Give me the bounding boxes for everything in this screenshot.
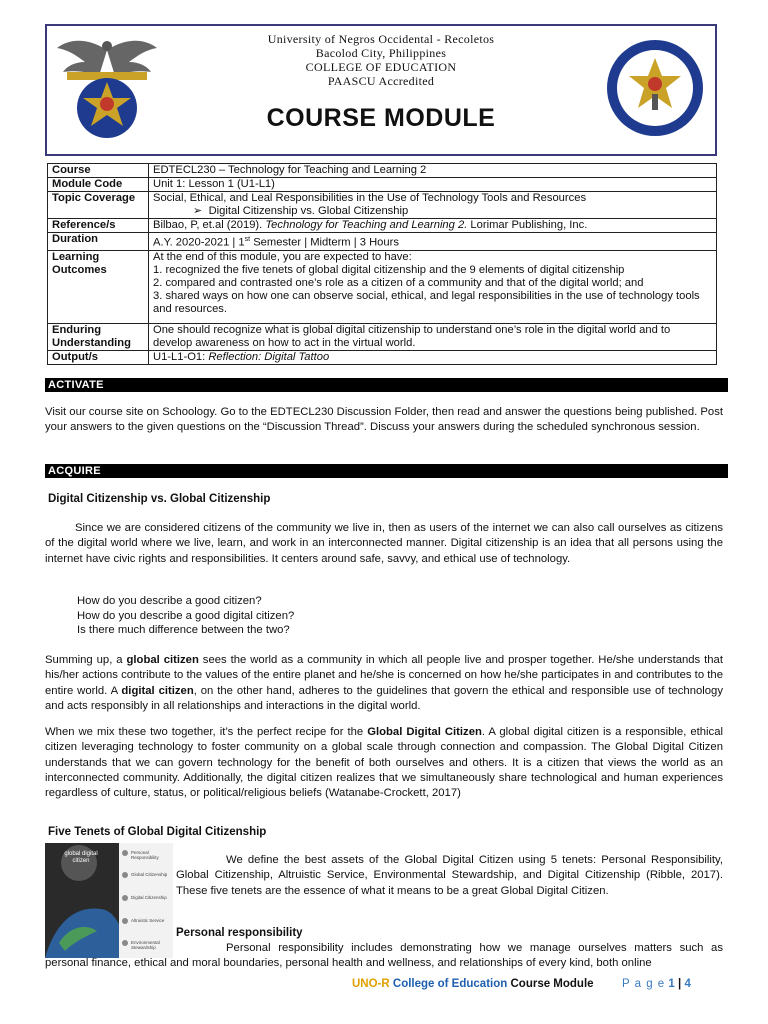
infographic-label: Global Citizenship: [131, 872, 168, 877]
table-row: [48, 250, 717, 323]
table-row: [48, 192, 717, 219]
university-location: Bacolod City, Philippines: [315, 46, 447, 60]
reference-authors: Bilbao, P, et.al (2019).: [153, 219, 266, 231]
row-value: EDTECL230 – Technology for Teaching and Learning 2: [149, 164, 717, 178]
outcome-line: 2. compared and contrasted one’s role as a citizen of a community and that of the digital world; and: [153, 276, 644, 289]
page-footer: [352, 978, 722, 990]
text-run: . A global digital citizen is a responsible, ethical citizen leveraging technology to foster community on a global scale through connection and compassion. The Global Digital Citizen understands that we can govern technology for the benefit of both ourselves and others. It is a citizen that views the world as an interconnected community. Additionally, the digital citizen realizes that we simultaneously share technological and human experiences regardless of culture, status, or political/religious beliefs (Watanabe-Crockett, 2017): [45, 726, 723, 800]
infographic-label: Altruistic Service: [131, 918, 165, 923]
university-name: University of Negros Occidental - Recoletos: [267, 32, 495, 46]
duration-year: A.Y. 2020-2021 | 1: [153, 236, 245, 249]
accreditation: PAASCU Accredited: [327, 74, 435, 88]
row-value: [149, 250, 717, 323]
paragraph-five-tenets: We define the best assets of the Global Digital Citizen using 5 tenets: Personal Responsibility, Global Citizenship, Altruistic Service, Environmental Stewardship, and Digital Citizenship (Ribble, 2017). These five tenets are the essence of what it means to be a great Global Digital Citizen.: [176, 854, 723, 897]
module-header: [45, 24, 717, 156]
row-value: [149, 219, 717, 233]
activate-section-bar: ACTIVATE: [45, 378, 728, 392]
course-info-table: [47, 163, 717, 365]
question-list: [77, 594, 294, 638]
row-value: Unit 1: Lesson 1 (U1-L1): [149, 178, 717, 192]
text-run: , on the other hand, adheres to the guidelines that govern the ethical and responsible use of technology and acts responsibly in all relationships and interactions in the digital world.: [45, 684, 723, 712]
activate-text: Visit our course site on Schoology. Go to the EDTECL230 Discussion Folder, then read and answer the questions being published. Post your answers to the given questions on the “Discussion Thread”. Discuss your answers during the scheduled synchronous session.: [45, 406, 723, 434]
page-title: COURSE MODULE: [266, 104, 496, 132]
reference-title: Technology for Teaching and Learning 2.: [265, 219, 468, 231]
bold-term-digital-citizen: digital citizen: [121, 684, 194, 697]
table-row: [48, 178, 717, 192]
footer-page-total: 4: [684, 978, 691, 990]
paragraph-digital-citizenship: Since we are considered citizens of the community we live in, then as users of the internet we can also call ourselves as citizens of the digital world where we live, learn, and work in an interconnected manner. Digital citizenship is an idea that all persons using the internet have civic rights and responsibilities. It centers around safe, savvy, and ethical use of technology.: [45, 522, 723, 565]
topic-text: Social, Ethical, and Leal Responsibilities in the Use of Technology Tools and Resources: [153, 192, 587, 204]
table-row: [48, 233, 717, 251]
arrow-bullet-icon: ➢: [193, 205, 209, 217]
table-row: [48, 164, 717, 178]
topic-subitem-text: Digital Citizenship vs. Global Citizenship: [208, 205, 409, 217]
row-key: Reference/s: [48, 219, 149, 233]
row-key: Module Code: [48, 178, 149, 192]
infographic-label: Environmental Stewardship: [131, 940, 160, 950]
infographic-label: Personal Responsibility: [131, 850, 159, 860]
footer-separator: |: [678, 978, 682, 990]
footer-module: Course Module: [510, 978, 594, 990]
table-row: [48, 350, 717, 364]
infographic-title: global digital citizen: [64, 851, 98, 864]
question-item: How do you describe a good citizen?: [77, 595, 262, 607]
footer-uno: UNO-R: [352, 978, 390, 990]
paragraph-global-digital-citizen: [45, 725, 723, 801]
infographic-label: Digital Citizenship: [131, 895, 167, 900]
acquire-section-bar: ACQUIRE: [45, 464, 728, 478]
row-key: Learning Outcomes: [48, 250, 149, 323]
row-value: [149, 233, 717, 251]
row-key: Topic Coverage: [48, 192, 149, 219]
text-run: When we mix these two together, it’s the perfect recipe for the: [45, 726, 368, 738]
bold-term-global-citizen: global citizen: [126, 654, 199, 666]
question-item: How do you describe a good digital citizen?: [77, 609, 295, 622]
outcome-line: 3. shared ways on how one can observe social, ethical, and legal responsibilities in the use of technology tools and resources.: [153, 289, 700, 315]
duration-rest: Semester | Midterm | 3 Hours: [250, 236, 399, 249]
paragraph-personal-responsibility: Personal responsibility includes demonstrating how we manage ourselves matters such as personal finance, ethical and moral boundaries, personal health and wellness, and relationships of every kind, both online: [45, 942, 723, 970]
table-row: [48, 219, 717, 233]
row-key: Enduring Understanding: [48, 323, 149, 350]
duration-sup: st: [244, 236, 251, 243]
row-key: Duration: [48, 233, 149, 251]
reference-publisher: Lorimar Publishing, Inc.: [467, 219, 588, 231]
outcome-line: 1. recognized the five tenets of global digital citizenship and the 9 elements of digital citizenship: [153, 263, 625, 276]
output-title: Reflection: Digital Tattoo: [208, 350, 330, 363]
row-value: [149, 192, 717, 219]
row-value: One should recognize what is global digital citizenship to understand one’s role in the digital world and to develop awareness on how to act in the virtual world.: [149, 323, 717, 350]
paragraph-summing-up: [45, 653, 723, 714]
row-value: [149, 350, 717, 364]
question-item: Is there much difference between the two?: [77, 624, 290, 636]
footer-page-word: P a g e: [621, 978, 666, 990]
five-tenets-heading: Five Tenets of Global Digital Citizenship: [48, 826, 267, 838]
row-key: Output/s: [48, 350, 149, 364]
college-of-education-seal-logo: [605, 38, 705, 138]
row-key: Course: [48, 164, 149, 178]
footer-college: College of Education: [392, 978, 508, 990]
college-name: COLLEGE OF EDUCATION: [305, 60, 457, 74]
text-run: sees the world as a community in which all people live and prosper together. He/she understands that his/her actions contribute to the values of the entire planet and he/she is concerned on how he/she participates in and contributes to the entire world. A: [45, 654, 723, 697]
table-row: [48, 323, 717, 350]
footer-page-number: 1: [668, 978, 675, 990]
section-heading: Digital Citizenship vs. Global Citizenship: [48, 493, 271, 505]
bold-term-global-digital-citizen: Global Digital Citizen: [367, 726, 482, 738]
output-code: U1-L1-O1:: [153, 350, 209, 363]
topic-subitem: [153, 205, 712, 218]
personal-responsibility-heading: Personal responsibility: [176, 927, 303, 939]
outcome-line: At the end of this module, you are expected to have:: [153, 250, 412, 263]
text-run: Summing up, a: [45, 654, 127, 666]
